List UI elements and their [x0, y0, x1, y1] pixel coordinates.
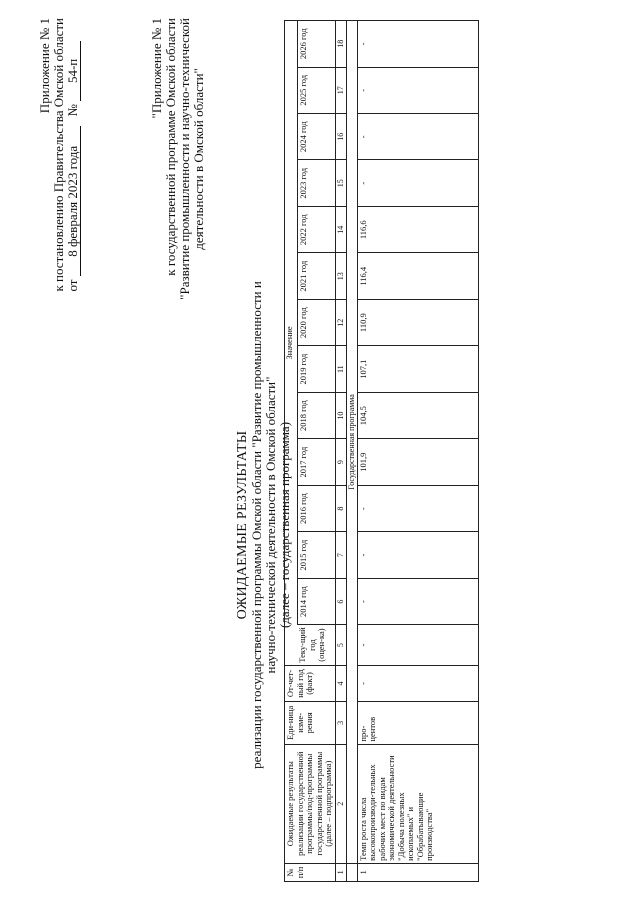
- row-current-year: -: [357, 625, 478, 665]
- column-number: 17: [335, 67, 346, 113]
- subheader-line-4: деятельности в Омской области": [191, 68, 206, 250]
- row-value-cell: 104,5: [357, 392, 478, 438]
- column-number: 5: [335, 625, 346, 665]
- row-value-cell: -: [357, 21, 478, 68]
- row-value-cell: -: [357, 67, 478, 113]
- column-number: 14: [335, 206, 346, 252]
- row-value-cell: -: [357, 485, 478, 531]
- col-header-year: 2024 год: [297, 114, 335, 160]
- column-number: 15: [335, 160, 346, 206]
- row-value-cell: -: [357, 532, 478, 578]
- program-appendix-header: [150, 18, 206, 300]
- column-number: 9: [335, 439, 346, 485]
- section-label: Государственная программа: [346, 21, 357, 864]
- row-value-cell: -: [357, 160, 478, 206]
- col-header-value-group: Значение: [285, 21, 298, 666]
- col-header-year: 2021 год: [297, 253, 335, 299]
- row-value-cell: -: [357, 578, 478, 624]
- col-header-year: 2016 год: [297, 485, 335, 531]
- col-header-year: 2025 год: [297, 67, 335, 113]
- column-numbers-row: [335, 21, 346, 882]
- decree-line: к постановлению Правительства Омской области: [51, 18, 66, 292]
- col-header-year: 2017 год: [297, 439, 335, 485]
- column-number: 3: [335, 702, 346, 744]
- title-line-2: реализации государственной программы Омской области "Развитие промышленности и: [249, 281, 264, 769]
- column-number: 7: [335, 532, 346, 578]
- row-value-cell: 101,9: [357, 439, 478, 485]
- decree-number: 54-п: [66, 41, 81, 101]
- column-number: 4: [335, 665, 346, 701]
- col-header-year: 2022 год: [297, 206, 335, 252]
- column-number: 8: [335, 485, 346, 531]
- col-header-year: 2014 год: [297, 578, 335, 624]
- row-value-cell: 107,1: [357, 346, 478, 392]
- column-number: 10: [335, 392, 346, 438]
- row-unit: про-центов: [357, 702, 478, 744]
- section-row-no-cell: [346, 863, 357, 881]
- col-header-year: 2026 год: [297, 21, 335, 68]
- column-number: 18: [335, 21, 346, 68]
- table-header-row-1: [285, 21, 298, 882]
- table-row: [357, 21, 478, 882]
- col-header-year: 2023 год: [297, 160, 335, 206]
- row-value-cell: -: [357, 114, 478, 160]
- column-number: 1: [335, 863, 346, 881]
- subheader-line-2: к государственной программе Омской области: [163, 18, 178, 276]
- column-number: 2: [335, 744, 346, 863]
- row-value-cell: 110,9: [357, 299, 478, 345]
- column-number: 11: [335, 346, 346, 392]
- col-header-report-year: От-чет-ный год (факт): [285, 665, 336, 701]
- title-line-3: научно-технической деятельности в Омской области": [263, 376, 278, 674]
- appendix-line: Приложение № 1: [37, 18, 52, 114]
- section-row: [346, 21, 357, 882]
- col-header-year: 2019 год: [297, 346, 335, 392]
- row-value-cell: 116,4: [357, 253, 478, 299]
- col-header-year: 2018 год: [297, 392, 335, 438]
- row-value-cell: 116,6: [357, 206, 478, 252]
- col-header-result: Ожидаемые результаты реализации государственной программы/под-программы государственной программы (далее – подпрограмма): [285, 744, 336, 863]
- col-header-current-year: Теку-щий год (оцен-ка): [297, 625, 335, 665]
- decree-date-line: [66, 18, 81, 292]
- row-no: 1: [357, 863, 478, 881]
- title-main: ОЖИДАЕМЫЕ РЕЗУЛЬТАТЫ: [235, 430, 250, 620]
- column-number: 16: [335, 114, 346, 160]
- col-header-unit: Еди-ница изме-рения: [285, 702, 336, 744]
- col-header-year: 2020 год: [297, 299, 335, 345]
- number-prefix: №: [65, 104, 80, 117]
- subheader-line-1: "Приложение № 1: [149, 18, 164, 119]
- results-table: [284, 20, 479, 882]
- subheader-line-3: "Развитие промышленности и научно-технической: [177, 18, 192, 300]
- decree-header: [38, 18, 81, 292]
- decree-date: 8 февраля 2023 года: [66, 126, 81, 276]
- title-line-4: (далее – государственная программа): [277, 421, 292, 629]
- col-header-year: 2015 год: [297, 532, 335, 578]
- row-result-text: Темп роста числа высокопроизводи-тельных рабочих мест по видам экономической деятельности "Добыча полезных ископаемых" и "Обрабатывающие производства": [357, 744, 478, 863]
- row-report-year: -: [357, 665, 478, 701]
- column-number: 6: [335, 578, 346, 624]
- date-prefix: от: [65, 279, 80, 292]
- column-number: 12: [335, 299, 346, 345]
- column-number: 13: [335, 253, 346, 299]
- col-header-no: № п/п: [285, 863, 336, 881]
